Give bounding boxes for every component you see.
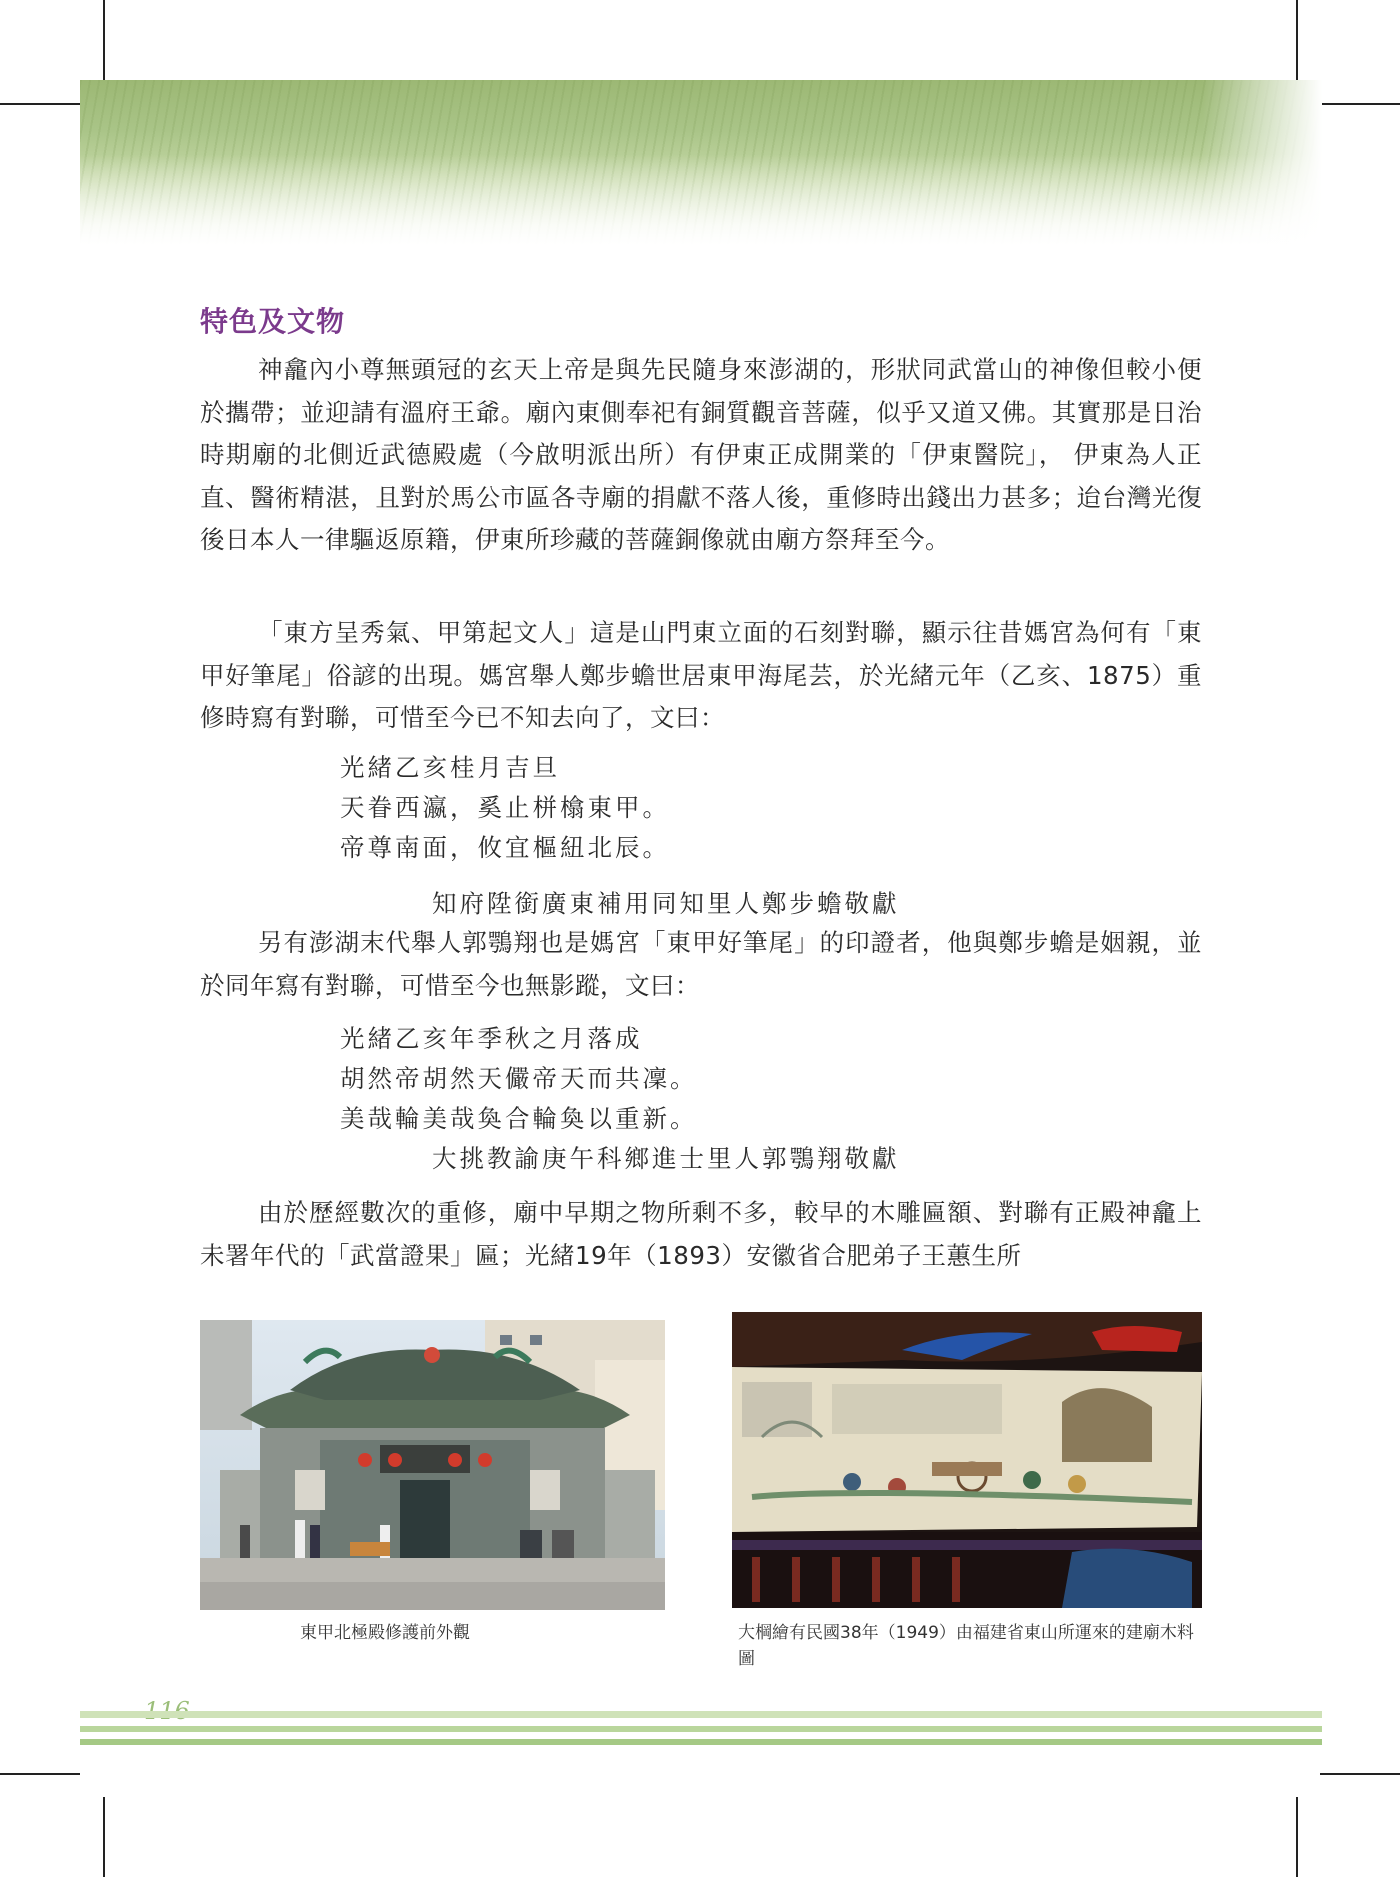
left-photo-caption: 東甲北極殿修護前外觀	[300, 1623, 470, 1643]
crop-mark	[0, 103, 80, 105]
couplet-1-signature: 知府陞銜廣東補用同知里人鄭步蟾敬獻	[432, 889, 900, 918]
couplet-1-line-3: 帝尊南面，攸宜樞紐北辰。	[340, 833, 670, 862]
couplet-1-line-1: 光緒乙亥桂月吉旦	[340, 753, 560, 782]
header-grass-banner	[80, 80, 1322, 245]
crop-mark	[1320, 103, 1400, 105]
crop-mark	[1296, 0, 1298, 80]
couplet-2-line-1: 光緒乙亥年季秋之月落成	[340, 1024, 643, 1053]
footer-stripe	[80, 1711, 1322, 1718]
painted-beam-photo	[732, 1312, 1202, 1608]
crop-mark	[103, 0, 105, 80]
couplet-2-line-2: 胡然帝胡然天儼帝天而共凜。	[340, 1064, 698, 1093]
crop-mark	[103, 1797, 105, 1877]
paragraph-2: 「東方呈秀氣、甲第起文人」這是山門東立面的石刻對聯，顯示往昔媽宮為何有「東甲好筆尾」俗諺的出現。媽宮舉人鄭步蟾世居東甲海尾芸，於光緒元年（乙亥、1875）重修時寫有對聯，可惜至今已不知去向了，文曰：	[200, 618, 1202, 732]
crop-mark	[1296, 1797, 1298, 1877]
right-photo-caption: 大棡繪有民國38年（1949）由福建省東山所運來的建廟木料圖	[738, 1623, 1194, 1669]
paragraph-4: 由於歷經數次的重修，廟中早期之物所剩不多，較早的木雕匾額、對聯有正殿神龕上未署年代的「武當證果」匾；光緒19年（1893）安徽省合肥弟子王蕙生所	[200, 1198, 1202, 1270]
crop-mark	[0, 1773, 80, 1775]
footer-stripe	[80, 1726, 1322, 1732]
crop-mark	[1320, 1773, 1400, 1775]
paragraph-3: 另有澎湖末代舉人郭鶚翔也是媽宮「東甲好筆尾」的印證者，他與鄭步蟾是姻親，並於同年寫有對聯，可惜至今也無影蹤，文曰：	[200, 928, 1202, 1000]
paragraph-1: 神龕內小尊無頭冠的玄天上帝是與先民隨身來澎湖的，形狀同武當山的神像但較小便於攜帶；並迎請有溫府王爺。廟內東側奉祀有銅質觀音菩薩，似乎又道又佛。其實那是日治時期廟的北側近武德殿處（今啟明派出所）有伊東正成開業的「伊東醫院」， 伊東為人正直、醫術精湛，且對於馬公市區各寺廟的捐獻不落人後，重修時出錢出力甚多；迨台灣光復後日本人一律驅返原籍，伊東所珍藏的菩薩銅像就由廟方祭拜至今。	[200, 355, 1202, 554]
footer-stripe	[80, 1739, 1322, 1745]
couplet-2-signature: 大挑教諭庚午科鄉進士里人郭鶚翔敬獻	[432, 1144, 900, 1173]
section-title: 特色及文物	[200, 305, 346, 338]
temple-exterior-photo	[200, 1320, 665, 1610]
couplet-1-line-2: 天眷西瀛，奚止栟㯓東甲。	[340, 793, 670, 822]
couplet-2-line-3: 美哉輪美哉奐合輪奐以重新。	[340, 1104, 698, 1133]
